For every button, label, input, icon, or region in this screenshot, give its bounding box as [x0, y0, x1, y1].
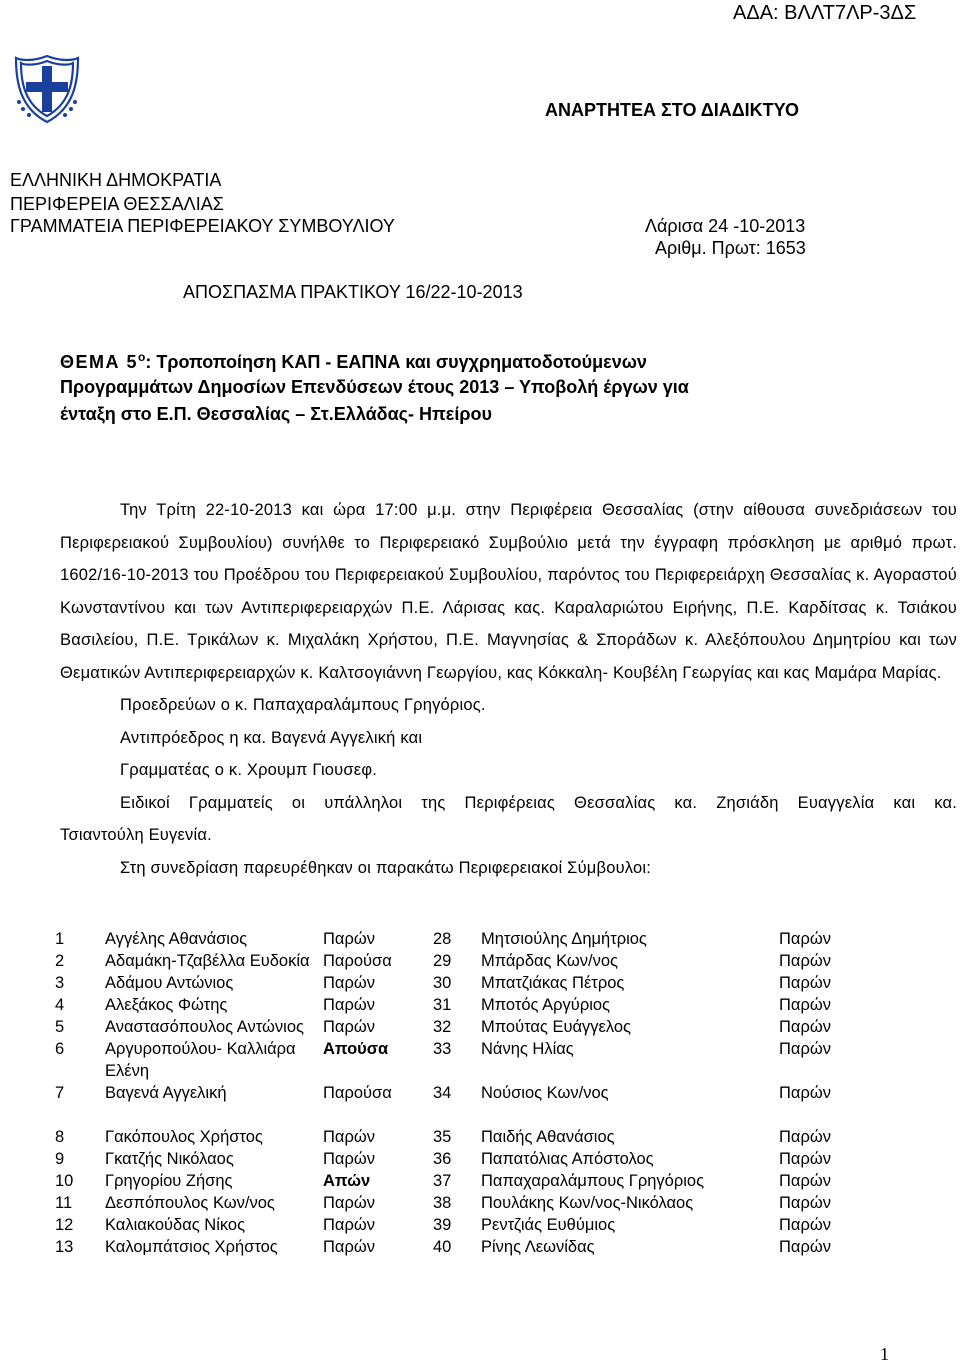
member-number: 33 [433, 1040, 452, 1058]
body-attendance-intro: Στη συνεδρίαση παρευρέθηκαν οι παρακάτω Περιφερειακοί Σύμβουλοι: [120, 858, 652, 877]
header-line-region: ΠΕΡΙΦΕΡΕΙΑ ΘΕΣΣΑΛΙΑΣ [10, 194, 224, 214]
member-number: 1 [55, 930, 65, 948]
member-number: 32 [433, 1018, 452, 1036]
page-number: 1 [880, 1344, 889, 1364]
member-name: Αγγέλης Αθανάσιος [105, 930, 248, 948]
page-title: ΑΠΟΣΠΑΣΜΑ ΠΡΑΚΤΙΚΟΥ 16/22-10-2013 [183, 282, 523, 302]
member-number: 4 [55, 996, 65, 1014]
table-row [55, 1236, 831, 1258]
member-number: 2 [55, 952, 65, 970]
ada-code: ΑΔΑ: ΒΛΛΤ7ΛΡ-3ΔΣ [733, 2, 917, 24]
member-number: 40 [433, 1238, 452, 1256]
member-status: Παρών [779, 1084, 831, 1102]
subject-line-1 [60, 350, 647, 373]
member-status: Παρών [779, 1216, 831, 1234]
member-name: Γρηγορίου Ζήσης [105, 1172, 233, 1190]
member-status: Παρών [779, 1128, 831, 1146]
member-name: Αργυροπούλου- Καλλιάρα Ελένη [105, 1040, 296, 1080]
member-name: Μπάρδας Κων/νος [481, 952, 618, 970]
member-number: 10 [55, 1172, 74, 1190]
member-number: 8 [55, 1128, 65, 1146]
document-date: Λάρισα 24 -10-2013 [645, 216, 806, 236]
table-row [55, 1126, 831, 1148]
body-chair: Προεδρεύων ο κ. Παπαχαραλάμπους Γρηγόριος. [120, 696, 486, 714]
member-status: Παρούσα [323, 952, 392, 970]
subject-sup: ο [138, 350, 146, 364]
table-row [55, 1170, 831, 1192]
member-name: Αδάμου Αντώνιος [105, 974, 234, 992]
member-number: 5 [55, 1018, 65, 1036]
member-status: Παρών [323, 1194, 375, 1212]
member-name: Μητσιούλης Δημήτριος [481, 930, 647, 948]
member-number: 39 [433, 1216, 452, 1234]
table-row [55, 950, 831, 972]
members-table [55, 928, 831, 1258]
member-number: 36 [433, 1150, 452, 1168]
protocol-number: Αριθμ. Πρωτ: 1653 [655, 238, 806, 258]
greek-emblem-icon [10, 52, 84, 126]
body-special-secretaries-cont: Τσιαντούλη Ευγενία. [60, 826, 212, 844]
member-status: Παρών [323, 1216, 375, 1234]
member-name: Γακόπουλος Χρήστος [105, 1128, 263, 1146]
member-number: 7 [55, 1084, 65, 1102]
table-row [55, 1192, 831, 1214]
header-line-republic: ΕΛΛΗΝΙΚΗ ΔΗΜΟΚΡΑΤΙΑ [10, 170, 222, 190]
table-row [55, 928, 831, 950]
body-special-secretaries: Ειδικοί Γραμματείς οι υπάλληλοι της Περιφέρειας Θεσσαλίας κα. Ζησιάδη Ευαγγελία και κα. [120, 793, 957, 812]
member-name: Δεσπόπουλος Κων/νος [105, 1194, 275, 1212]
member-name: Ρίνης Λεωνίδας [481, 1238, 595, 1256]
member-name: Ρεντζιάς Ευθύμιος [481, 1216, 616, 1234]
member-number: 34 [433, 1084, 452, 1102]
member-status: Παρών [323, 1238, 375, 1256]
member-status: Απών [323, 1172, 371, 1190]
table-row [55, 1148, 831, 1170]
member-number: 37 [433, 1172, 452, 1190]
body-vice-chair: Αντιπρόεδρος η κα. Βαγενά Αγγελική και [120, 728, 423, 747]
member-name: Παιδής Αθανάσιος [481, 1128, 615, 1146]
member-name: Παπατόλιας Απόστολος [481, 1150, 654, 1168]
member-status: Παρών [779, 996, 831, 1014]
body-paragraph-intro: Την Τρίτη 22-10-2013 και ώρα 17:00 μ.μ. στην Περιφέρεια Θεσσαλίας (στην αίθουσα συνεδριάσεων του Περιφερειακού Συμβουλίου) συνήλθε το Περιφερειακό Συμβούλιο μετά την έγγραφη πρόσκληση με αριθμό πρωτ. 1602/16-10-2013 του Προέδρου του Περιφερειακού Συμβουλίου, παρόντος του Περιφερειάρχη Θεσσαλίας κ. Αγοραστού Κωνσταντίνου και των Αντιπεριφερειαρχών Π.Ε. Λάρισας κας. Καραλαριώτου Ειρήνης, Π.Ε. Καρδίτσας κ. Τσιάκου Βασιλείου, Π.Ε. Τρικάλων κ. Μιχαλάκη Χρήστου, Π.Ε. Μαγνησίας & Σποράδων κ. Αλεξόπουλου Δημητρίου και των Θεματικών Αντιπεριφερειαρχών κ. Καλτσογιάννη Γεωργίου, κας Κόκκαλη- Κουβέλη Γεωργίας και κας Μαμάρα Μαρίας. [60, 501, 957, 682]
subject-label: ΘΕΜΑ 5 [60, 352, 139, 372]
member-name: Αναστασόπουλος Αντώνιος [105, 1018, 304, 1036]
member-status: Απούσα [323, 1040, 389, 1058]
member-status: Παρών [779, 952, 831, 970]
member-name: Καλομπάτσιος Χρήστος [105, 1238, 278, 1256]
member-status: Παρών [323, 974, 375, 992]
member-name: Νούσιος Κων/νος [481, 1084, 609, 1102]
member-status: Παρούσα [323, 1084, 392, 1102]
member-name: Βαγενά Αγγελική [105, 1084, 227, 1102]
table-row [55, 972, 831, 994]
member-number: 12 [55, 1216, 74, 1234]
header-line-secretariat: ΓΡΑΜΜΑΤΕΙΑ ΠΕΡΙΦΕΡΕΙΑΚΟΥ ΣΥΜΒΟΥΛΙΟΥ [10, 216, 395, 236]
member-status: Παρών [779, 1172, 831, 1190]
body-text [60, 494, 957, 884]
subject-text-1: Τροποποίηση ΚΑΠ - ΕΑΠΝΑ και συγχρηματοδοτούμενων [151, 352, 647, 372]
member-number: 6 [55, 1040, 65, 1058]
member-name: Γκατζής Νικόλαος [105, 1150, 234, 1168]
member-name: Μπατζιάκας Πέτρος [481, 974, 625, 992]
member-status: Παρών [779, 1150, 831, 1168]
publish-notice: ΑΝΑΡΤΗΤΕΑ ΣΤΟ ΔΙΑΔΙΚΤΥΟ [545, 100, 799, 120]
table-row [55, 1082, 831, 1104]
member-status: Παρών [779, 1238, 831, 1256]
table-gap [55, 1104, 831, 1126]
member-status: Παρών [323, 1018, 375, 1036]
member-name: Αδαμάκη-Τζαβέλλα Ευδοκία [105, 952, 310, 970]
member-status: Παρών [779, 974, 831, 992]
table-row [55, 1016, 831, 1038]
member-name: Μποτός Αργύριος [481, 996, 611, 1014]
member-status: Παρών [323, 1150, 375, 1168]
member-status: Παρών [779, 930, 831, 948]
member-number: 28 [433, 930, 452, 948]
table-row [55, 1038, 831, 1082]
table-row [55, 994, 831, 1016]
subject-line-2: Προγραμμάτων Δημοσίων Επενδύσεων έτους 2013 – Υποβολή έργων για [60, 377, 689, 397]
member-status: Παρών [323, 930, 375, 948]
member-number: 29 [433, 952, 452, 970]
member-number: 13 [55, 1238, 74, 1256]
member-number: 35 [433, 1128, 452, 1146]
member-name: Αλεξάκος Φώτης [105, 996, 228, 1014]
member-status: Παρών [323, 996, 375, 1014]
member-name: Πουλάκης Κων/νος-Νικόλαος [481, 1194, 694, 1212]
member-number: 11 [55, 1194, 73, 1212]
member-name: Καλιακούδας Νίκος [105, 1216, 246, 1234]
member-number: 31 [433, 996, 452, 1014]
member-number: 3 [55, 974, 65, 992]
member-number: 30 [433, 974, 452, 992]
member-status: Παρών [779, 1040, 831, 1058]
subject-colon: : [145, 352, 152, 372]
member-name: Νάνης Ηλίας [481, 1040, 574, 1058]
table-row [55, 1214, 831, 1236]
member-number: 9 [55, 1150, 65, 1168]
subject-line-3: ένταξη στο Ε.Π. Θεσσαλίας – Στ.Ελλάδας- Ηπείρου [60, 404, 492, 424]
member-name: Μπούτας Ευάγγελος [481, 1018, 632, 1036]
body-secretary: Γραμματέας ο κ. Χρουμπ Γιουσεφ. [120, 761, 378, 779]
member-number: 38 [433, 1194, 452, 1212]
member-status: Παρών [779, 1018, 831, 1036]
member-status: Παρών [779, 1194, 831, 1212]
member-name: Παπαχαραλάμπους Γρηγόριος [481, 1172, 705, 1190]
member-status: Παρών [323, 1128, 375, 1146]
